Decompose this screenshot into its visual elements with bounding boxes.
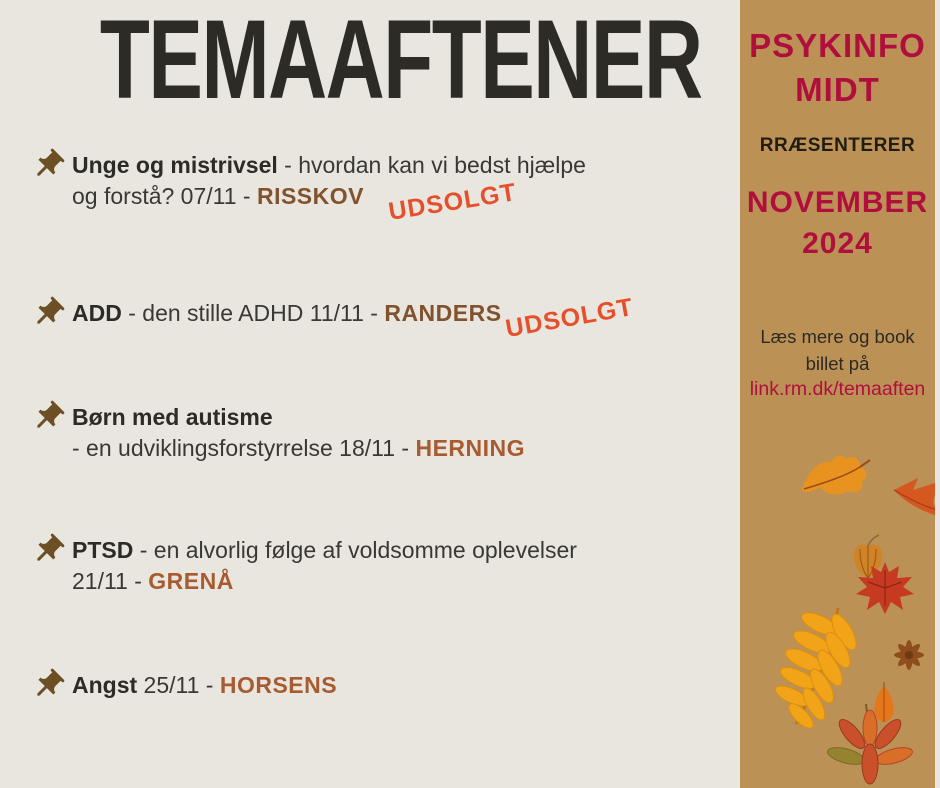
event-text [72,402,525,464]
event-text [72,670,337,701]
event-title: Børn med autisme [72,404,273,430]
month-title [740,182,935,264]
event-text [72,535,577,597]
event-desc: - den stille ADHD 11/11 - [121,300,385,326]
event-desc: - hvordan kan vi bedst hjælpe [277,152,586,178]
event-location: HORSENS [219,672,338,698]
page-title: TEMAAFTENER [99,0,702,122]
event-location: RISSKOV [256,183,364,209]
event-desc: - en udviklingsforstyrrelse 18/11 - [72,435,416,461]
event-title: ADD [72,300,122,326]
cta-text [740,323,935,377]
event-title: PTSD [72,537,134,563]
brand-title [740,24,935,112]
brand-line1: PSYKINFO [749,27,926,64]
star-anise-icon [890,636,928,674]
event-desc: - en alvorlig følge af voldsomme oplevelser [133,537,577,563]
pushpin-icon [30,147,66,183]
brand-line2: MIDT [795,71,880,108]
pushpin-icon [30,295,66,331]
oak-leaf-icon [798,450,872,502]
pushpin-icon [30,399,66,435]
event-date: 21/11 - [72,568,149,594]
event-text [72,298,502,329]
page-edge [935,0,940,788]
sidebar [740,0,935,788]
event-title: Unge og mistrivsel [72,152,278,178]
event-date: 25/11 - [137,672,220,698]
event-title: Angst [72,672,138,698]
event-location: GRENÅ [148,568,234,594]
event-location: RANDERS [384,300,502,326]
cta-line1: Læs mere og book [760,326,915,347]
pushpin-icon [30,667,66,703]
booking-link: link.rm.dk/temaaften [749,378,926,400]
soldout-stamp: UDSOLGT [503,293,636,344]
soldout-stamp: UDSOLGT [386,178,519,226]
cta-line2: billet på [805,353,870,374]
month-line1: NOVEMBER [746,186,929,219]
presents-label: RRÆSENTERER [759,135,916,156]
event-date: og forstå? 07/11 - [72,183,257,209]
event-location: HERNING [415,435,526,461]
creeper-leaf-icon [826,702,914,788]
pushpin-icon [30,532,66,568]
month-line2: 2024 [802,227,873,260]
red-leaf-fragment-icon [892,476,935,518]
